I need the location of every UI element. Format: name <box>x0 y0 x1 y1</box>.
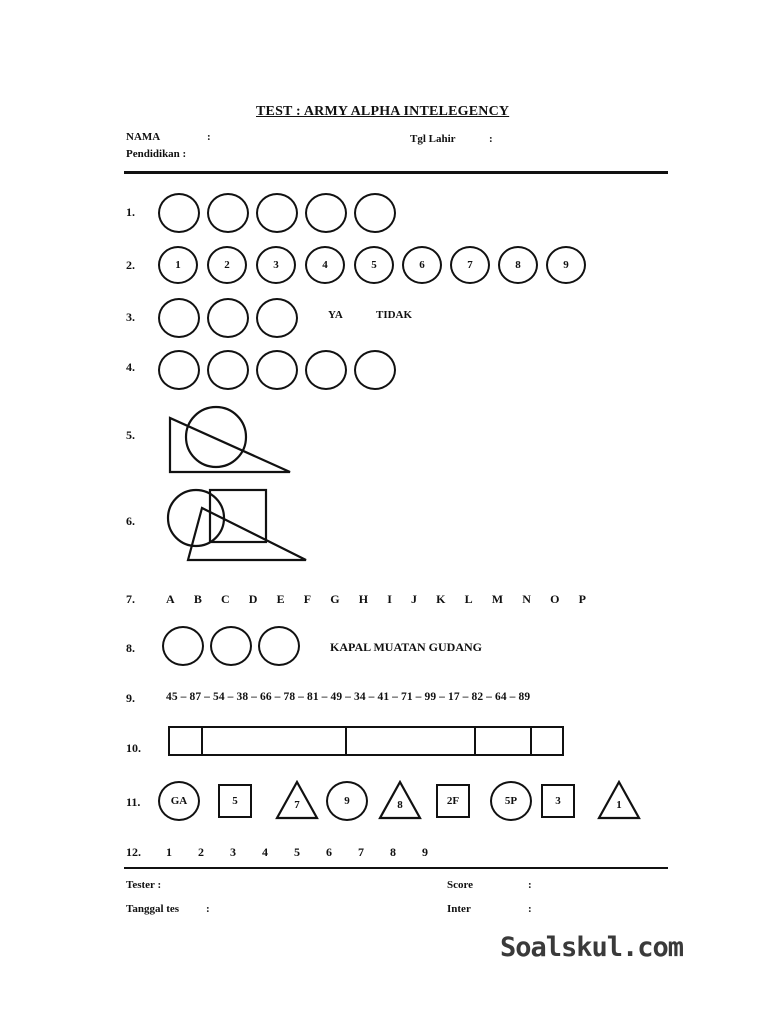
q11-triangle-label: 8 <box>397 799 403 811</box>
q7-letter[interactable]: G <box>330 592 340 606</box>
q6-circle <box>168 490 224 546</box>
q8-words: KAPAL MUATAN GUDANG <box>330 640 482 654</box>
q2-circle[interactable]: 2 <box>207 246 247 284</box>
q7-letters <box>166 592 586 607</box>
q3-tidak: TIDAK <box>376 309 413 321</box>
item-number-2: 2. <box>126 258 135 272</box>
score-label: Score <box>447 879 474 891</box>
q1-circle[interactable] <box>158 193 200 233</box>
item-number-6: 6. <box>126 514 135 528</box>
q11-circle[interactable]: 5P <box>490 781 532 821</box>
item-number-11: 11. <box>126 795 141 809</box>
q12-digit[interactable]: 7 <box>358 845 364 859</box>
q11-square[interactable]: 3 <box>541 784 575 818</box>
item-number-10: 10. <box>126 741 141 755</box>
q11-square[interactable]: 2F <box>436 784 470 818</box>
q1-circle[interactable] <box>305 193 347 233</box>
q10-divider <box>530 728 532 754</box>
q7-letter[interactable]: N <box>522 592 531 606</box>
q3-circle[interactable] <box>158 298 200 338</box>
q6-triangle <box>188 508 306 560</box>
q6-figure[interactable] <box>160 484 315 566</box>
q4-circle[interactable] <box>207 350 249 390</box>
q11-triangle-label: 1 <box>616 799 622 811</box>
item-number-7: 7. <box>126 592 135 606</box>
item-number-8: 8. <box>126 641 135 655</box>
item-number-3: 3. <box>126 310 135 324</box>
q1-circle[interactable] <box>256 193 298 233</box>
watermark: Soalskul.com <box>500 932 684 963</box>
q12-digit[interactable]: 9 <box>422 845 428 859</box>
q8-circle[interactable] <box>258 626 300 666</box>
inter-label: Inter <box>447 903 471 915</box>
item-number-12: 12. <box>126 845 141 859</box>
q7-letter[interactable]: C <box>220 592 230 606</box>
q1-circle[interactable] <box>207 193 249 233</box>
q7-letter[interactable]: L <box>464 592 473 606</box>
test-title: TEST : ARMY ALPHA INTELEGENCY <box>256 104 510 119</box>
q5-figure[interactable] <box>160 402 300 480</box>
q12-digit[interactable]: 6 <box>326 845 332 859</box>
item-number-1: 1. <box>126 205 135 219</box>
q11-triangle[interactable] <box>378 780 422 820</box>
q10-divider <box>474 728 476 754</box>
q12-digit[interactable]: 5 <box>294 845 300 859</box>
footer-divider <box>124 867 668 869</box>
q7-letter[interactable]: I <box>387 592 392 606</box>
q12-digit[interactable]: 2 <box>198 845 204 859</box>
q5-circle <box>186 407 246 467</box>
q2-circle[interactable]: 9 <box>546 246 586 284</box>
tester-label: Tester : <box>126 879 162 891</box>
q7-letter[interactable]: J <box>411 592 418 606</box>
q8-circle[interactable] <box>210 626 252 666</box>
q2-circle[interactable]: 4 <box>305 246 345 284</box>
q2-circle[interactable]: 1 <box>158 246 198 284</box>
q7-letter[interactable]: A <box>166 592 175 606</box>
q11-triangle[interactable] <box>275 780 319 820</box>
q9-sequence: 45 – 87 – 54 – 38 – 66 – 78 – 81 – 49 – 34 – 41 – 71 – 99 – 17 – 82 – 64 – 89 <box>166 691 531 703</box>
q2-circle[interactable]: 8 <box>498 246 538 284</box>
tanggal-tes-colon: : <box>206 903 210 915</box>
tgl-lahir-colon: : <box>489 133 493 145</box>
q11-triangle[interactable] <box>597 780 641 820</box>
q12-digit[interactable]: 3 <box>230 845 236 859</box>
inter-colon: : <box>528 903 532 915</box>
q7-letter[interactable]: D <box>248 592 258 606</box>
q2-circle[interactable]: 7 <box>450 246 490 284</box>
q10-divider <box>345 728 347 754</box>
q7-letter[interactable]: P <box>578 592 586 606</box>
q12-digit[interactable]: 8 <box>390 845 396 859</box>
pendidikan-label: Pendidikan : <box>126 148 187 160</box>
tanggal-tes-label: Tanggal tes <box>126 903 180 915</box>
q3-ya: YA <box>328 309 343 321</box>
item-number-5: 5. <box>126 428 135 442</box>
q3-circle[interactable] <box>207 298 249 338</box>
q2-circle[interactable]: 5 <box>354 246 394 284</box>
q12-digit[interactable]: 4 <box>262 845 268 859</box>
q11-circle[interactable]: GA <box>158 781 200 821</box>
q2-circle[interactable]: 3 <box>256 246 296 284</box>
item-number-9: 9. <box>126 691 135 705</box>
q12-digits <box>166 845 428 860</box>
q11-square[interactable]: 5 <box>218 784 252 818</box>
q10-divider <box>201 728 203 754</box>
q7-letter[interactable]: H <box>358 592 369 606</box>
q7-letter[interactable]: B <box>193 592 202 606</box>
q12-digit[interactable]: 1 <box>166 845 172 859</box>
q1-circle[interactable] <box>354 193 396 233</box>
nama-colon: : <box>207 131 211 143</box>
q7-letter[interactable]: K <box>436 592 446 606</box>
q10-box[interactable] <box>168 726 564 756</box>
q8-circle[interactable] <box>162 626 204 666</box>
item-number-4: 4. <box>126 360 135 374</box>
tgl-lahir-label: Tgl Lahir <box>410 133 456 145</box>
header-divider <box>124 171 668 174</box>
q2-circle[interactable]: 6 <box>402 246 442 284</box>
q11-circle[interactable]: 9 <box>326 781 368 821</box>
q4-circle[interactable] <box>354 350 396 390</box>
score-colon: : <box>528 879 532 891</box>
q11-triangle-label: 7 <box>294 799 300 811</box>
nama-label: NAMA <box>126 131 161 143</box>
q4-circle[interactable] <box>305 350 347 390</box>
q7-letter[interactable]: E <box>276 592 285 606</box>
q7-letter[interactable]: O <box>550 592 560 606</box>
q7-letter[interactable]: F <box>303 592 312 606</box>
q7-letter[interactable]: M <box>491 592 504 606</box>
q4-circle[interactable] <box>158 350 200 390</box>
q3-circle[interactable] <box>256 298 298 338</box>
q4-circle[interactable] <box>256 350 298 390</box>
